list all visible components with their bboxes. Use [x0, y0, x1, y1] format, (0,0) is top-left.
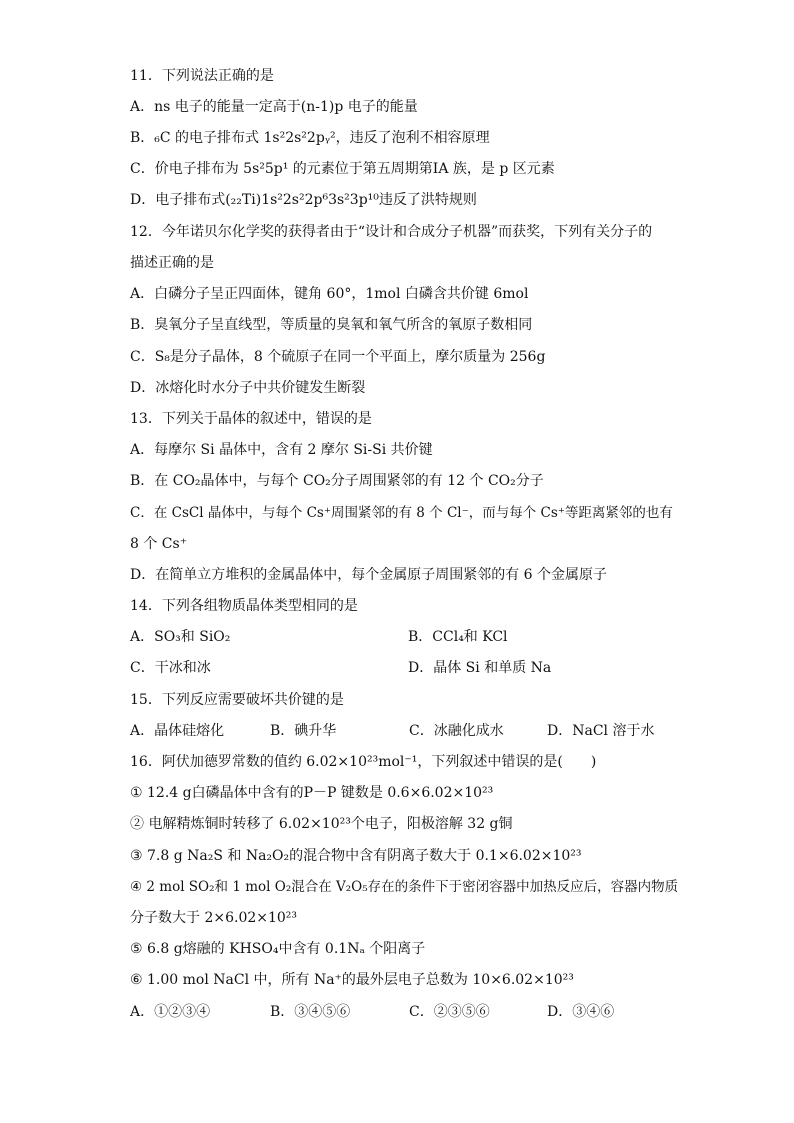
q14-option-a: A．SO₃和 SiO₂: [130, 629, 231, 645]
q14-option-c: C．干冰和冰: [130, 660, 211, 676]
q16-options-row: [130, 1000, 690, 1024]
q14-option-b: B．CCl₄和 KCl: [408, 629, 508, 645]
q14-option-d: D．晶体 Si 和单质 Na: [408, 660, 552, 676]
q16-option-a: A．①②③④: [130, 1004, 211, 1020]
q14-options-row1: [130, 625, 690, 649]
q16-option-c: C．②③⑤⑥: [409, 1004, 490, 1020]
q14-stem: 14．下列各组物质晶体类型相同的是: [130, 598, 358, 614]
q15-option-b: B．碘升华: [270, 723, 337, 739]
q13-option-a: A．每摩尔 Si 晶体中，含有 2 摩尔 Si-Si 共价键: [130, 442, 433, 458]
q12-option-d: D．冰熔化时水分子中共价键发生断裂: [130, 380, 366, 396]
q12-stem-line1: 12．今年诺贝尔化学奖的获得者由于“设计和合成分子机器”而获奖，下列有关分子的: [130, 224, 653, 240]
q15-option-a: A．晶体硅熔化: [130, 723, 225, 739]
q12-stem-line2: 描述正确的是: [130, 255, 214, 271]
q16-statement-3: ③ 7.8 g Na₂S 和 Na₂O₂的混合物中含有阴离子数大于 0.1×6.02×10²³: [130, 848, 582, 864]
q13-option-d: D．在简单立方堆积的金属晶体中，每个金属原子周围紧邻的有 6 个金属原子: [130, 567, 608, 583]
q16-stem: 16．阿伏加德罗常数的值约 6.02×10²³mol⁻¹，下列叙述中错误的是( ): [130, 754, 597, 770]
q16-statement-6: ⑥ 1.00 mol NaCl 中，所有 Na⁺的最外层电子总数为 10×6.02×10²³: [130, 972, 574, 988]
q15-option-c: C．冰融化成水: [409, 723, 504, 739]
q11-option-d: D．电子排布式(₂₂Ti)1s²2s²2p⁶3s²3p¹⁰违反了洪特规则: [130, 192, 477, 208]
q14-options-row2: [130, 656, 690, 680]
q11-stem: 11．下列说法正确的是: [130, 68, 274, 84]
q13-option-c-line1: C．在 CsCl 晶体中，与每个 Cs⁺周围紧邻的有 8 个 Cl⁻，而与每个 Cs⁺等距离紧邻的也有: [130, 505, 673, 521]
q16-option-d: D．③④⑥: [547, 1004, 615, 1020]
q16-statement-4-line1: ④ 2 mol SO₂和 1 mol O₂混合在 V₂O₅存在的条件下于密闭容器中加热反应后，容器内物质: [130, 879, 679, 895]
q12-option-c: C．S₈是分子晶体，8 个硫原子在同一个平面上，摩尔质量为 256g: [130, 349, 546, 365]
q12-option-a: A．白磷分子呈正四面体，键角 60°，1mol 白磷含共价键 6mol: [130, 286, 529, 302]
q16-option-b: B．③④⑤⑥: [270, 1004, 351, 1020]
q15-stem: 15．下列反应需要破坏共价键的是: [130, 692, 344, 708]
q13-option-b: B．在 CO₂晶体中，与每个 CO₂分子周围紧邻的有 12 个 CO₂分子: [130, 473, 544, 489]
q11-option-a: A．ns 电子的能量一定高于(n-1)p 电子的能量: [130, 99, 418, 115]
q16-statement-4-line2: 分子数大于 2×6.02×10²³: [130, 910, 298, 926]
q11-option-c: C．价电子排布为 5s²5p¹ 的元素位于第五周期第ⅠA 族，是 p 区元素: [130, 161, 555, 177]
q16-statement-1: ① 12.4 g白磷晶体中含有的P－P 键数是 0.6×6.02×10²³: [130, 785, 494, 801]
q13-stem: 13．下列关于晶体的叙述中，错误的是: [130, 411, 372, 427]
q16-statement-5: ⑤ 6.8 g熔融的 KHSO₄中含有 0.1Nₐ 个阳离子: [130, 941, 426, 957]
q12-option-b: B．臭氧分子呈直线型，等质量的臭氧和氧气所含的氧原子数相同: [130, 317, 533, 333]
q15-option-d: D．NaCl 溶于水: [547, 723, 655, 739]
q11-option-b: B．₆C 的电子排布式 1s²2s²2pᵧ²，违反了泡利不相容原理: [130, 130, 490, 146]
q13-option-c-line2: 8 个 Cs⁺: [130, 536, 188, 552]
q15-options-row: [130, 719, 690, 743]
q16-statement-2: ② 电解精炼铜时转移了 6.02×10²³个电子，阳极溶解 32 g铜: [130, 816, 513, 832]
